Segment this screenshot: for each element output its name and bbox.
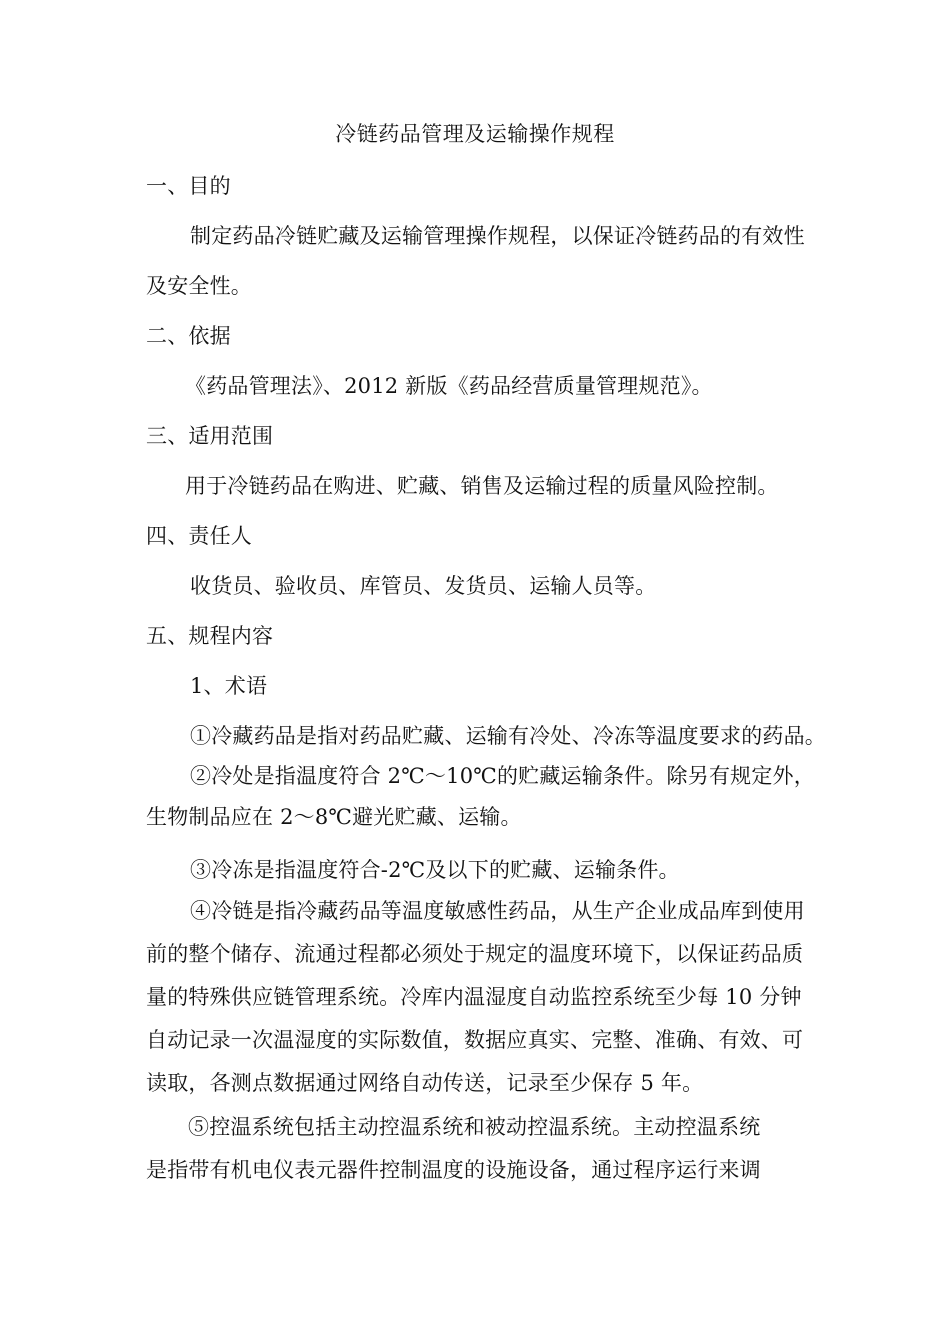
paragraph-line: ⑤控温系统包括主动控温系统和被动控温系统。主动控温系统 bbox=[188, 1115, 761, 1139]
document-title: 冷链药品管理及运输操作规程 bbox=[335, 122, 615, 146]
paragraph-line: 量的特殊供应链管理系统。冷库内温湿度自动监控系统至少每 10 分钟 bbox=[146, 985, 802, 1009]
paragraph-line: 生物制品应在 2～8℃避光贮藏、运输。 bbox=[146, 805, 522, 829]
paragraph-line: 前的整个储存、流通过程都必须处于规定的温度环境下，以保证药品质 bbox=[146, 942, 804, 966]
paragraph-line: ④冷链是指冷藏药品等温度敏感性药品，从生产企业成品库到使用 bbox=[190, 899, 805, 923]
section-heading-basis: 二、依据 bbox=[146, 324, 231, 348]
paragraph-line: 制定药品冷链贮藏及运输管理操作规程，以保证冷链药品的有效性 bbox=[190, 224, 805, 248]
section-heading-purpose: 一、目的 bbox=[146, 174, 231, 198]
section-heading-content: 五、规程内容 bbox=[146, 624, 274, 648]
paragraph-line: 自动记录一次温湿度的实际数值，数据应真实、完整、准确、有效、可 bbox=[146, 1028, 804, 1052]
subsection-heading-terms: 1、术语 bbox=[190, 674, 268, 698]
paragraph-line: ③冷冻是指温度符合-2℃及以下的贮藏、运输条件。 bbox=[190, 858, 680, 882]
section-heading-responsible: 四、责任人 bbox=[146, 524, 252, 548]
paragraph-line: 用于冷链药品在购进、贮藏、销售及运输过程的质量风险控制。 bbox=[185, 474, 779, 498]
paragraph-line: 及安全性。 bbox=[146, 274, 252, 298]
paragraph-line: 收货员、验收员、库管员、发货员、运输人员等。 bbox=[190, 574, 657, 598]
paragraph-line: ②冷处是指温度符合 2℃～10℃的贮藏运输条件。除另有规定外， bbox=[190, 764, 815, 788]
section-heading-scope: 三、适用范围 bbox=[146, 424, 274, 448]
paragraph-line: 是指带有机电仪表元器件控制温度的设施设备，通过程序运行来调 bbox=[146, 1158, 761, 1182]
paragraph-line: ①冷藏药品是指对药品贮藏、运输有冷处、冷冻等温度要求的药品。 bbox=[190, 724, 826, 748]
paragraph-line: 《药品管理法》、2012 新版《药品经营质量管理规范》。 bbox=[185, 374, 713, 398]
paragraph-line: 读取，各测点数据通过网络自动传送，记录至少保存 5 年。 bbox=[146, 1071, 704, 1095]
